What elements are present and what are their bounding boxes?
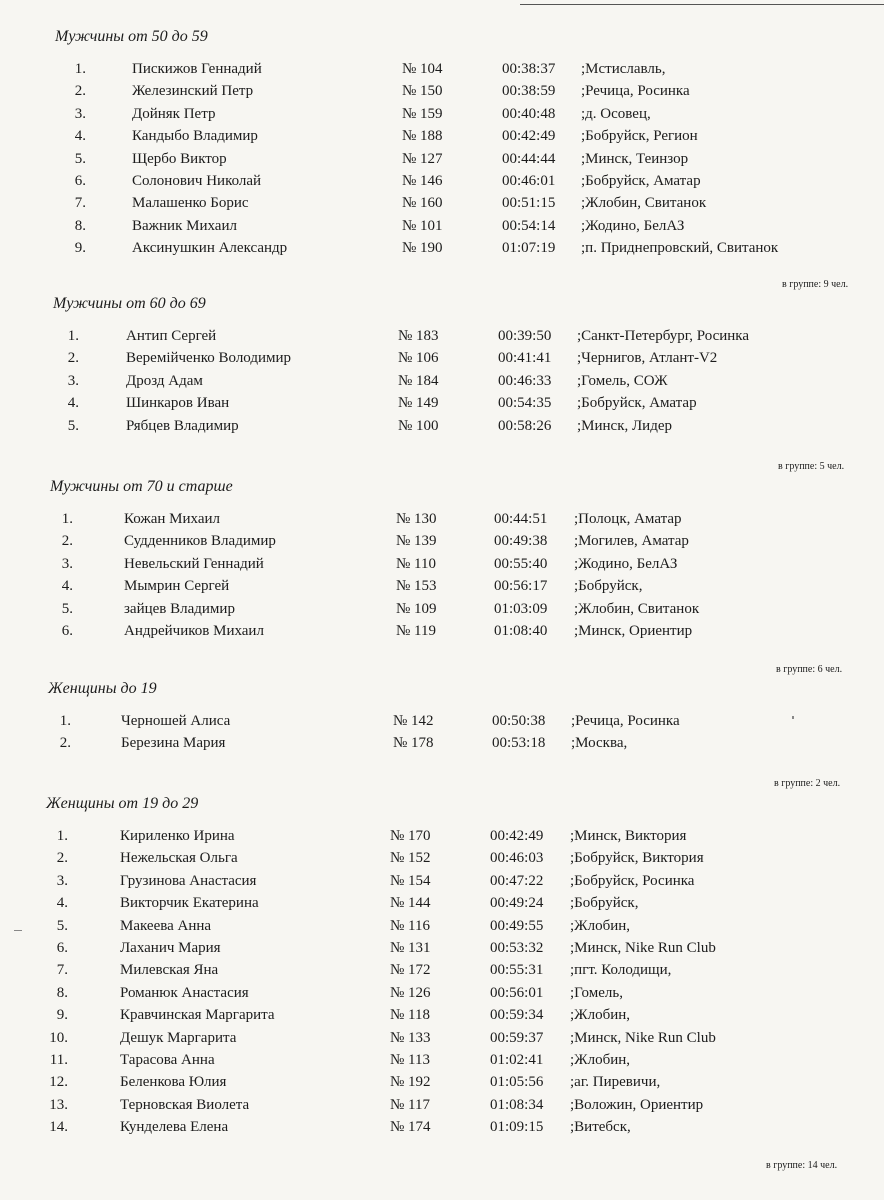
bib-number: № 174 xyxy=(390,1119,431,1136)
city-club: ;Жодино, БелАЗ xyxy=(581,217,685,234)
finish-time: 00:40:48 xyxy=(502,105,556,122)
athlete-name: Дойняк Петр xyxy=(132,105,216,122)
result-row xyxy=(0,918,884,940)
bib-number: № 160 xyxy=(402,195,443,212)
result-row xyxy=(0,61,884,83)
result-row xyxy=(0,395,884,417)
result-row xyxy=(0,985,884,1007)
athlete-name: Тарасова Анна xyxy=(120,1051,215,1068)
athlete-name: Беленкова Юлия xyxy=(120,1074,227,1091)
athlete-name: Андрейчиков Михаил xyxy=(124,622,264,639)
result-row xyxy=(0,173,884,195)
place-number: 6. xyxy=(56,939,68,956)
finish-time: 00:49:55 xyxy=(490,917,544,934)
place-number: 9. xyxy=(56,1007,68,1024)
result-row xyxy=(0,895,884,917)
city-club: ;д. Осовец, xyxy=(581,105,651,122)
group-count: в группе: 14 чел. xyxy=(766,1160,838,1171)
bib-number: № 184 xyxy=(398,372,439,389)
finish-time: 00:44:51 xyxy=(494,511,548,527)
city-club: ;Бобруйск, Аматар xyxy=(577,395,697,412)
city-club: ;Чернигов, Атлант-V2 xyxy=(577,350,718,367)
finish-time: 00:46:01 xyxy=(502,172,556,189)
group-title: Мужчины от 70 и старше xyxy=(50,478,233,495)
place-number: 12. xyxy=(49,1074,68,1091)
age-group-section xyxy=(0,295,884,440)
place-number: 4. xyxy=(61,578,73,595)
city-club: ;Санкт-Петербург, Росинка xyxy=(577,328,749,344)
bib-number: № 119 xyxy=(396,622,437,639)
city-club: ;пгт. Колодищи, xyxy=(570,962,672,979)
city-club: ;Речица, Росинка xyxy=(571,713,680,729)
finish-time: 00:41:41 xyxy=(498,350,552,367)
finish-time: 01:03:09 xyxy=(494,600,548,617)
city-club: ;Жлобин, xyxy=(570,1007,631,1024)
bib-number: № 150 xyxy=(402,83,443,100)
bib-number: № 100 xyxy=(398,417,439,434)
place-number: 2. xyxy=(61,533,73,550)
result-row xyxy=(0,1074,884,1096)
result-row xyxy=(0,578,884,600)
place-number: 3. xyxy=(56,872,68,889)
result-row xyxy=(0,940,884,962)
athlete-name: Кириленко Ирина xyxy=(120,828,235,844)
athlete-name: Рябцев Владимир xyxy=(126,417,239,434)
bib-number: № 159 xyxy=(402,105,443,122)
bib-number: № 149 xyxy=(398,395,439,412)
result-row xyxy=(0,556,884,578)
result-row xyxy=(0,240,884,262)
age-group-section xyxy=(0,795,884,1141)
place-number: 5. xyxy=(61,600,73,617)
finish-time: 00:56:01 xyxy=(490,984,544,1001)
athlete-name: Пискижов Геннадий xyxy=(132,61,262,77)
bib-number: № 117 xyxy=(390,1096,431,1113)
age-group-section xyxy=(0,28,884,263)
result-row xyxy=(0,1119,884,1141)
athlete-name: Кандыбо Владимир xyxy=(132,128,258,145)
city-club: ;Витебск, xyxy=(570,1119,631,1136)
finish-time: 00:49:24 xyxy=(490,895,544,912)
city-club: ;Минск, Nike Run Club xyxy=(570,939,716,956)
athlete-name: зайцев Владимир xyxy=(124,600,235,617)
athlete-name: Солонович Николай xyxy=(132,172,262,189)
finish-time: 00:55:31 xyxy=(490,962,544,979)
bib-number: № 118 xyxy=(390,1007,431,1024)
athlete-name: Кунделева Елена xyxy=(120,1119,229,1136)
athlete-name: Невельский Геннадий xyxy=(124,555,264,572)
place-number: 9. xyxy=(74,240,86,257)
city-club: ;п. Приднепровский, Свитанок xyxy=(581,240,779,257)
finish-time: 00:38:59 xyxy=(502,83,556,100)
athlete-name: Малашенко Борис xyxy=(132,195,249,212)
place-number: 1. xyxy=(59,713,71,729)
city-club: ;Минск, Лидер xyxy=(577,417,672,434)
finish-time: 01:09:15 xyxy=(490,1119,544,1136)
athlete-name: Грузинова Анастасия xyxy=(120,872,257,889)
place-number: 6. xyxy=(74,172,86,189)
athlete-name: Викторчик Екатерина xyxy=(120,895,259,912)
age-group-section xyxy=(0,680,884,758)
city-club: ;Мстиславль, xyxy=(581,61,666,77)
athlete-name: Антип Сергей xyxy=(126,328,217,344)
place-number: 7. xyxy=(74,195,86,212)
finish-time: 00:42:49 xyxy=(502,128,556,145)
finish-time: 00:44:44 xyxy=(502,150,556,167)
place-number: 1. xyxy=(61,511,73,527)
athlete-name: Судденников Владимир xyxy=(124,533,276,550)
result-row xyxy=(0,828,884,850)
finish-time: 00:53:18 xyxy=(492,735,546,752)
bib-number: № 139 xyxy=(396,533,437,550)
bib-number: № 142 xyxy=(393,713,434,729)
finish-time: 00:50:38 xyxy=(492,713,546,729)
bib-number: № 188 xyxy=(402,128,443,145)
place-number: 1. xyxy=(74,61,86,77)
athlete-name: Железинский Петр xyxy=(132,83,254,100)
athlete-name: Шинкаров Иван xyxy=(126,395,230,412)
athlete-name: Романюк Анастасия xyxy=(120,984,249,1001)
finish-time: 00:58:26 xyxy=(498,417,552,434)
result-row xyxy=(0,850,884,872)
finish-time: 00:56:17 xyxy=(494,578,548,595)
bib-number: № 172 xyxy=(390,962,431,979)
place-number: 10. xyxy=(49,1029,68,1046)
finish-time: 00:54:14 xyxy=(502,217,556,234)
athlete-name: Лаханич Мария xyxy=(120,939,221,956)
finish-time: 00:59:37 xyxy=(490,1029,544,1046)
result-row xyxy=(0,418,884,440)
group-count: в группе: 2 чел. xyxy=(774,778,841,789)
result-row xyxy=(0,511,884,533)
bib-number: № 178 xyxy=(393,735,434,752)
finish-time: 01:08:34 xyxy=(490,1096,544,1113)
result-row xyxy=(0,350,884,372)
place-number: 7. xyxy=(56,962,68,979)
result-row xyxy=(0,106,884,128)
city-club: ;Могилев, Аматар xyxy=(574,533,689,550)
result-row xyxy=(0,1097,884,1119)
top-rule xyxy=(520,4,884,5)
finish-time: 00:38:37 xyxy=(502,61,556,77)
bib-number: № 106 xyxy=(398,350,439,367)
finish-time: 01:02:41 xyxy=(490,1051,544,1068)
city-club: ;Гомель, xyxy=(570,984,623,1001)
bib-number: № 146 xyxy=(402,172,443,189)
result-row xyxy=(0,1052,884,1074)
athlete-name: Щербо Виктор xyxy=(132,150,227,167)
finish-time: 00:54:35 xyxy=(498,395,552,412)
city-club: ;Бобруйск, Аматар xyxy=(581,172,701,189)
finish-time: 01:08:40 xyxy=(494,622,548,639)
bib-number: № 153 xyxy=(396,578,437,595)
place-number: 11. xyxy=(49,1051,68,1068)
finish-time: 00:42:49 xyxy=(490,828,544,844)
finish-time: 00:53:32 xyxy=(490,939,544,956)
city-club: ;Минск, Виктория xyxy=(570,828,687,844)
place-number: 2. xyxy=(67,350,79,367)
city-club: ;Полоцк, Аматар xyxy=(574,511,682,527)
group-title: Мужчины от 60 до 69 xyxy=(53,295,206,312)
result-row xyxy=(0,1030,884,1052)
city-club: ;Воложин, Ориентир xyxy=(570,1096,704,1113)
athlete-name: Нежельская Ольга xyxy=(120,850,238,867)
place-number: 4. xyxy=(67,395,79,412)
group-count: в группе: 9 чел. xyxy=(782,279,849,290)
city-club: ;аг. Пиревичи, xyxy=(570,1074,661,1091)
city-club: ;Бобруйск, xyxy=(574,578,643,595)
city-club: ;Бобруйск, Виктория xyxy=(570,850,704,867)
city-club: ;Москва, xyxy=(571,735,628,752)
group-count: в группе: 5 чел. xyxy=(778,461,845,472)
bib-number: № 113 xyxy=(390,1051,431,1068)
bib-number: № 152 xyxy=(390,850,431,867)
bib-number: № 190 xyxy=(402,240,443,257)
bib-number: № 126 xyxy=(390,984,431,1001)
athlete-name: Мымрин Сергей xyxy=(124,578,230,595)
city-club: ;Бобруйск, xyxy=(570,895,639,912)
finish-time: 01:05:56 xyxy=(490,1074,544,1091)
group-title: Женщины от 19 до 29 xyxy=(46,795,199,812)
athlete-name: Черношей Алиса xyxy=(121,713,231,729)
place-number: 5. xyxy=(74,150,86,167)
finish-time: 00:39:50 xyxy=(498,328,552,344)
result-row xyxy=(0,373,884,395)
city-club: ;Минск, Ориентир xyxy=(574,622,693,639)
group-title: Женщины до 19 xyxy=(48,680,157,697)
city-club: ;Жлобин, Свитанок xyxy=(581,195,707,212)
bib-number: № 116 xyxy=(390,917,431,934)
finish-time: 00:47:22 xyxy=(490,872,544,889)
finish-time: 00:51:15 xyxy=(502,195,556,212)
age-group-section xyxy=(0,478,884,645)
place-number: 13. xyxy=(49,1096,68,1113)
place-number: 4. xyxy=(74,128,86,145)
place-number: 3. xyxy=(67,372,79,389)
place-number: 5. xyxy=(67,417,79,434)
place-number: 2. xyxy=(59,735,71,752)
place-number: 14. xyxy=(49,1119,68,1136)
bib-number: № 183 xyxy=(398,328,439,344)
bib-number: № 127 xyxy=(402,150,443,167)
place-number: 5. xyxy=(56,917,68,934)
group-title: Мужчины от 50 до 59 xyxy=(55,28,208,45)
bib-number: № 170 xyxy=(390,828,431,844)
city-club: ;Бобруйск, Регион xyxy=(581,128,698,145)
result-row xyxy=(0,713,884,735)
athlete-name: Веремійченко Володимир xyxy=(126,350,292,367)
result-row xyxy=(0,83,884,105)
athlete-name: Дешук Маргарита xyxy=(120,1029,237,1046)
result-row xyxy=(0,533,884,555)
result-row xyxy=(0,601,884,623)
place-number: 2. xyxy=(74,83,86,100)
group-count: в группе: 6 чел. xyxy=(776,664,843,675)
athlete-name: Березина Мария xyxy=(121,735,226,752)
scan-speck xyxy=(14,930,22,931)
city-club: ;Минск, Теинзор xyxy=(581,150,689,167)
city-club: ;Бобруйск, Росинка xyxy=(570,872,695,889)
result-row xyxy=(0,623,884,645)
result-row xyxy=(0,195,884,217)
finish-time: 01:07:19 xyxy=(502,240,556,257)
athlete-name: Милевская Яна xyxy=(120,962,219,979)
finish-time: 00:46:03 xyxy=(490,850,544,867)
city-club: ;Речица, Росинка xyxy=(581,83,690,100)
result-row xyxy=(0,962,884,984)
place-number: 1. xyxy=(56,828,68,844)
bib-number: № 101 xyxy=(402,217,443,234)
athlete-name: Важник Михаил xyxy=(132,217,237,234)
bib-number: № 133 xyxy=(390,1029,431,1046)
place-number: 2. xyxy=(56,850,68,867)
scan-speck xyxy=(792,716,794,719)
place-number: 3. xyxy=(74,105,86,122)
result-row xyxy=(0,151,884,173)
bib-number: № 154 xyxy=(390,872,431,889)
city-club: ;Жлобин, xyxy=(570,1051,631,1068)
place-number: 4. xyxy=(56,895,68,912)
place-number: 8. xyxy=(56,984,68,1001)
bib-number: № 104 xyxy=(402,61,443,77)
result-row xyxy=(0,1007,884,1029)
place-number: 1. xyxy=(67,328,79,344)
place-number: 3. xyxy=(61,555,73,572)
city-club: ;Жлобин, xyxy=(570,917,631,934)
city-club: ;Жодино, БелАЗ xyxy=(574,555,678,572)
finish-time: 00:59:34 xyxy=(490,1007,544,1024)
bib-number: № 144 xyxy=(390,895,431,912)
bib-number: № 110 xyxy=(396,555,437,572)
athlete-name: Кожан Михаил xyxy=(124,511,221,527)
result-row xyxy=(0,218,884,240)
result-row xyxy=(0,735,884,757)
finish-time: 00:49:38 xyxy=(494,533,548,550)
result-row xyxy=(0,873,884,895)
finish-time: 00:46:33 xyxy=(498,372,552,389)
result-row xyxy=(0,328,884,350)
city-club: ;Жлобин, Свитанок xyxy=(574,600,700,617)
athlete-name: Кравчинская Маргарита xyxy=(120,1007,275,1024)
bib-number: № 109 xyxy=(396,600,437,617)
finish-time: 00:55:40 xyxy=(494,555,548,572)
bib-number: № 131 xyxy=(390,939,431,956)
result-row xyxy=(0,128,884,150)
place-number: 8. xyxy=(74,217,86,234)
bib-number: № 130 xyxy=(396,511,437,527)
athlete-name: Аксинушкин Александр xyxy=(132,240,288,257)
athlete-name: Макеева Анна xyxy=(120,917,212,934)
athlete-name: Терновская Виолета xyxy=(120,1096,250,1113)
athlete-name: Дрозд Адам xyxy=(126,372,203,389)
place-number: 6. xyxy=(61,622,73,639)
bib-number: № 192 xyxy=(390,1074,431,1091)
city-club: ;Гомель, СОЖ xyxy=(577,372,668,389)
city-club: ;Минск, Nike Run Club xyxy=(570,1029,716,1046)
